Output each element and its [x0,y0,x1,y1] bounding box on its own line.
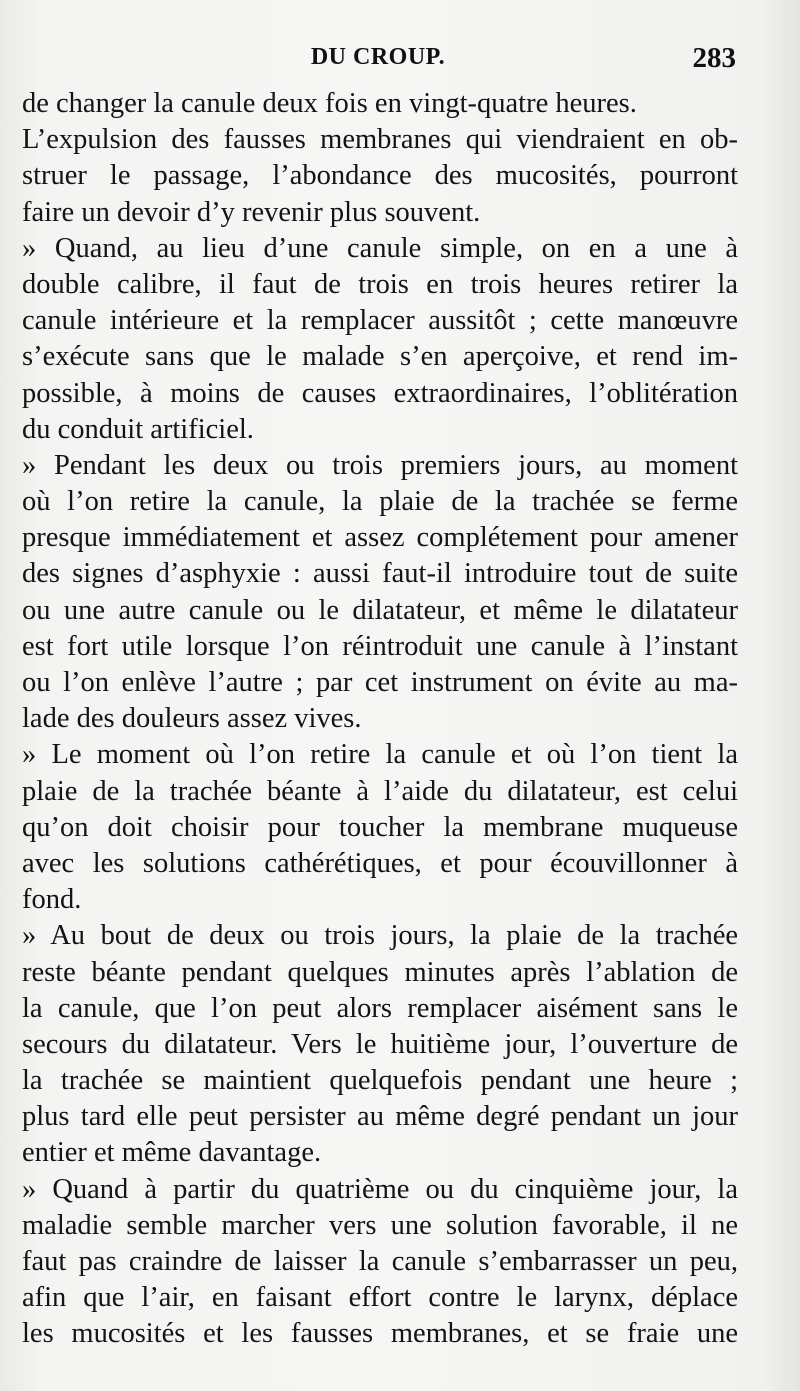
body-text [22,86,738,1353]
text-line: qu’on doit choisir pour toucher la membrane muqueuse [22,811,738,843]
text-line: » Quand, au lieu d’une canule simple, on en a une à [22,232,738,264]
text-line: » Quand à partir du quatrième ou du cinquième jour, la [22,1173,738,1205]
text-line: » Au bout de deux ou trois jours, la plaie de la trachée [22,920,738,952]
text-line: maladie semble marcher vers une solution favorable, il ne [22,1209,738,1241]
text-line: s’exécute sans que le malade s’en aperçoive, et rend im- [22,341,738,373]
text-line: où l’on retire la canule, la plaie de la trachée se ferme [22,486,738,518]
text-line: plus tard elle peut persister au même degré pendant un jour [22,1101,738,1133]
text-line: du conduit artificiel. [22,413,254,445]
text-line: double calibre, il faut de trois en trois heures retirer la [22,268,738,300]
text-line: de changer la canule deux fois en vingt-quatre heures. [22,88,637,119]
text-line: canule intérieure et la remplacer aussitôt ; cette manœuvre [22,305,738,337]
text-line: ou une autre canule ou le dilatateur, et même le dilatateur [22,594,738,626]
text-line: plaie de la trachée béante à l’aide du dilatateur, est celui [22,775,738,807]
text-line: reste béante pendant quelques minutes après l’ablation de [22,956,738,988]
text-line: » Pendant les deux ou trois premiers jours, au moment [22,449,738,481]
text-line: secours du dilatateur. Vers le huitième jour, l’ouverture de [22,1028,738,1060]
text-line: la canule, que l’on peut alors remplacer aisément sans le [22,992,738,1024]
text-line: fond. [22,884,82,916]
text-line: L’expulsion des fausses membranes qui viendraient en ob- [22,124,738,156]
page-number: 283 [692,42,736,74]
page-header [20,40,736,80]
text-line: les mucosités et les fausses membranes, et se fraie une [22,1318,738,1350]
text-line: faut pas craindre de laisser la canule s’embarrasser un peu, [22,1246,738,1277]
text-line: presque immédiatement et assez complétement pour amener [22,522,738,554]
text-line: possible, à moins de causes extraordinaires, l’oblitération [22,377,738,409]
text-line: entier et même davantage. [22,1137,322,1169]
text-line: des signes d’asphyxie : aussi faut-il introduire tout de suite [22,558,738,590]
text-line: faire un devoir d’y revenir plus souvent. [22,196,481,228]
text-line: est fort utile lorsque l’on réintroduit une canule à l’instant [22,630,738,662]
text-line: » Le moment où l’on retire la canule et où l’on tient la [22,739,738,771]
text-line: ou l’on enlève l’autre ; par cet instrument on évite au ma- [22,667,738,698]
text-line: struer le passage, l’abondance des mucosités, pourront [22,160,738,192]
running-title: DU CROUP. [310,44,446,70]
text-line: afin que l’air, en faisant effort contre le larynx, déplace [22,1282,738,1314]
text-line: avec les solutions cathérétiques, et pour écouvillonner à [22,847,738,879]
text-line: la trachée se maintient quelquefois pendant une heure ; [22,1065,738,1097]
text-line: lade des douleurs assez vives. [22,703,362,735]
